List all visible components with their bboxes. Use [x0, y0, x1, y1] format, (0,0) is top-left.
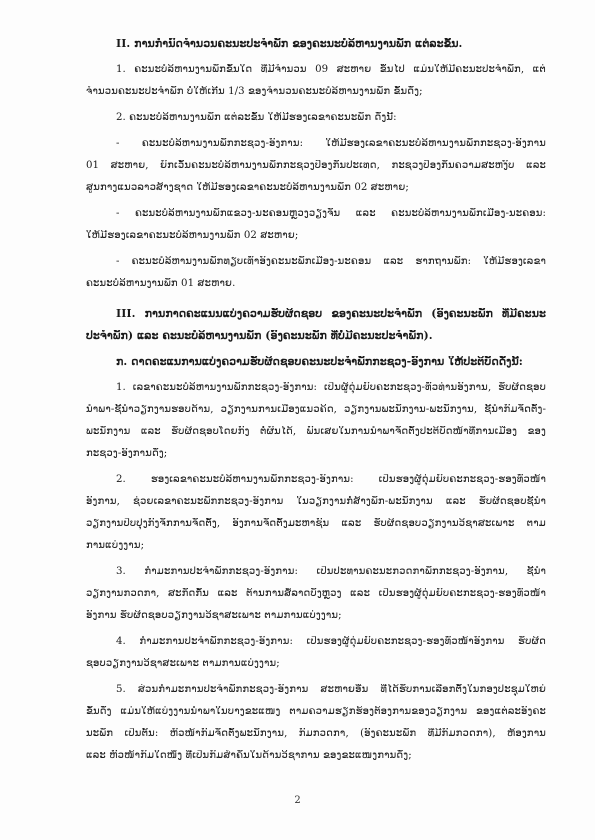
paragraph-line: 3. ກໍາມະການປະຈໍາພັກກະຊວງ-ອົງການ: ເປັນປະທານຄະນະກວດກາພັກກະຊວງ-ອົງການ, ຊີ້ນໍາ [116, 566, 546, 577]
paragraph-line: 01 ສະຫາຍ, ຍົກເວັ້ນຄະນະບໍລິຫານງານພັກກະຊວງປ້ອງກັນປະເທດ, ກະຊວງປ້ອງກັນຄວາມສະຫງົບ ແລະ [86, 160, 546, 171]
paragraph-line: ຄະນະບໍລິຫານງານພັກ 01 ສະຫາຍ. [86, 278, 236, 289]
section-heading-line: ກ. ດາດຄະແນການແບ່ງຄວາມຮັບຜິດຊອບຄະນະປະຈໍາພັກກະຊວງ-ອົງການ ໃຫ້ປະຕິບັດດັ່ງນີ້: [116, 356, 523, 368]
paragraph-line: ຂັ້ນດັ່ງ ແມ່ນໃຫ້ແບ່ງງານນໍາພາໃນບາງຂະແໜງ ຕາມຄວາມຮຽກຮ້ອງຕ້ອງການຂອງວຽກງານ ຂອງແຕ່ລະອົງຄະ [86, 706, 546, 717]
section-heading-line: ປະຈໍາພັກ) ແລະ ຄະນະບໍລິຫານງານພັກ (ອົງຄະນະພັກ ທີ່ບໍ່ມີຄະນະປະຈໍາພັກ). [86, 330, 433, 342]
section-heading-line: III. ການກາດຄະແນນແບ່ງຄວາມຮັບຜິດຊອບ ຂອງຄະນະປະຈໍາພັກ (ອົງຄະນະພັກ ທີ່ມີຄະນະ [116, 308, 546, 320]
paragraph-line: ການແບ່ງງານ; [86, 540, 145, 551]
paragraph-line: 5. ສ່ວນກໍາມະການປະຈໍາພັກກະຊວງ-ອົງການ ສະຫາຍອື່ນ ທີ່ໄດ້ຮັບການເລືອກຕັ້ງໃນກອງປະຊຸມໃຫຍ່ [116, 684, 546, 695]
paragraph-line: ວຽກງານກວດກາ, ສະກັດກັ້ນ ແລະ ຕ້ານການສໍ້ລາດບັງຫຼວງ ແລະ ເປັນຮອງຜູ້ດຸ່ມຍົບຄະກະຊວງ-ຮອງທົ່ວໜ້າ [86, 588, 546, 599]
paragraph-line: 1. ຄະນະບໍລິຫານງານພັກຂັ້ນໃດ ທີ່ມີຈໍານວນ 09 ສະຫາຍ ຂຶ້ນໄປ ແມ່ນໃຫ້ມີຄະນະປະຈໍາພັກ, ແຕ່ [116, 64, 546, 75]
paragraph-line: ວຽກງານປັບປຸງກົງຈັກການຈັດຕັ້ງ, ອົງການຈັດຕັ້ງມະຫາຊົນ ແລະ ຮັບຜິດຊອບວຽກງານວິຊາສະເພາະ ຕາມ [86, 518, 546, 529]
paragraph-line: ພະນັກງານ ແລະ ຮັບຜິດຊອບໂດຍກົງ ຕໍ່ຜົນໄດ້, ພົນເສຍໃນການນໍາພາຈັດຕັ້ງປະຕິບັດໜ້າທີ່ການເມືອງ ຂອງ [86, 426, 546, 437]
paragraph-line: ອົງການ, ຊ່ວຍເລຂາຄະນະພັກກະຊວງ-ອົງການ ໃນວຽກງານກໍ່ສ້າງພັກ-ພະນັກງານ ແລະ ຮັບຜິດຊອບຊີ້ນໍາ [86, 496, 546, 507]
paragraph-line: 2. ຮອງເລຂາຄະນະບໍລິຫານງານພັກກະຊວງ-ອົງການ: ເປັນຮອງຜູ້ດຸ່ມຍົບຄະກະຊວງ-ຮອງທົ່ວໜ້າ [116, 474, 546, 485]
page-number: 2 [294, 795, 301, 806]
paragraph-line: ອົງການ ຮັບຜິດຊອບວຽກງານວິຊາສະເພາະ ຕາມການແບ່ງງານ; [86, 610, 342, 621]
paragraph-line: ຈໍານວນຄະນະປະຈໍາພັກ ບໍ່ໃຫ້ເກີນ 1/3 ຂອງຈໍານວນຄະນະບໍລິຫານງານພັກ ຂັ້ນດັ່ງ; [86, 86, 423, 97]
paragraph-line: - ຄະນະບໍລິຫານງານພັກທຽບເທົ່າອົງຄະນະພັກເມືອງ-ນະຄອນ ແລະ ຮາກຖານພັກ: ໃຫ້ມີຮອງເລຂາ [116, 256, 546, 267]
section-heading-line: II. ການກໍານົດຈໍານວນຄະນະປະຈໍາພັກ ຂອງຄະນະບໍລິຫານງານພັກ ແຕ່ລະຂັ້ນ. [116, 38, 463, 50]
paragraph-line: ໃຫ້ມີຮອງເລຂາຄະນະບໍລິຫານງານພັກ 02 ສະຫາຍ; [86, 230, 299, 241]
paragraph-line: ແລະ ຫົວໜ້າກົມໃດໜຶ່ງ ທີ່ເປັນກົມສໍາຄັນໃນດ້ານວິຊາການ ຂອງຂະແໜງການດັ່ງ; [86, 750, 412, 761]
paragraph-line: 1. ເລຂາຄະນະບໍລິຫານງານພັກກະຊວງ-ອົງການ: ເປັນຜູ້ດຸ່ມຍົບຄະກະຊວງ-ທົ່ວທ່ານອົງການ, ຮັບຜິດຊອບ [116, 382, 546, 393]
paragraph-line: - ຄະນະບໍລິຫານງານພັກກະຊວງ-ອົງການ: ໃຫ້ມີຮອງເລຂາຄະນະບໍລິຫານງານພັກກະຊວງ-ອົງການ [116, 138, 546, 149]
document-body [86, 38, 546, 762]
paragraph-line: ກະຊວງ-ອົງການດັ່ງ; [86, 448, 168, 459]
paragraph-line: ນໍາພາ-ຊີ້ນໍາວຽກງານຮອບດ້ານ, ວຽກງານການເມືອງແນວຄິດ, ວຽກງານພະນັກງານ-ພະນັກງານ, ຊີ້ນໍາກົມຈັດຕັ້ງ- [86, 404, 546, 415]
paragraph-line: ນະພັກ ເປັນຕົ້ນ: ຫົວໜ້າກົມຈັດຕັ້ງພະນັກງານ, ກົມກວດກາ, (ອົງຄະນະພັກ ທີ່ມີກົມກວດກາ), ຫ້ອງການ [86, 728, 546, 739]
paragraph-line: - ຄະນະບໍລິຫານງານພັກແຂວງ-ນະຄອນຫຼວງວຽງຈັນ ແລະ ຄະນະບໍລິຫານງານພັກເມືອງ-ນະຄອນ: [116, 208, 546, 219]
paragraph-line: ຊອບວຽກງານວິຊາສະເພາະ ຕາມການແບ່ງງານ; [86, 658, 280, 669]
paragraph-line: ສູນກາງແນວລາວສ້າງຊາດ ໃຫ້ມີຮອງເລຂາຄະນະບໍລິຫານງານພັກ 02 ສະຫາຍ; [86, 182, 409, 193]
paragraph-line: 2. ຄະນະບໍລິຫານງານພັກ ແຕ່ລະຂັ້ນ ໃຫ້ມີຮອງເລຂາຄະນະພັກ ດັ່ງນີ້: [116, 112, 397, 123]
paragraph-line: 4. ກໍາມະການປະຈໍາພັກກະຊວງ-ອົງການ: ເປັນຮອງຜູ້ດຸ່ມຍົບຄະກະຊວງ-ຮອງທົ່ວໜ້າອົງການ ຮັບຜິດ [116, 636, 546, 647]
